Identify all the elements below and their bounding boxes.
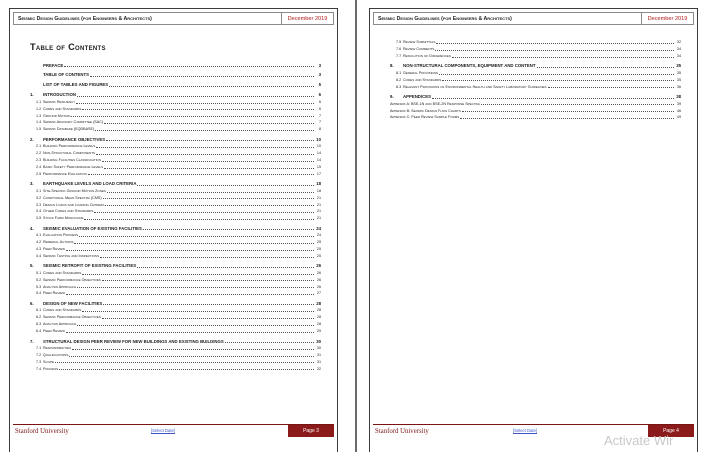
toc-entry-number: 8.1 xyxy=(396,70,402,75)
toc-entry[interactable] xyxy=(390,69,681,76)
toc-entry[interactable] xyxy=(30,118,321,125)
toc-entry-page: 10 xyxy=(316,136,321,142)
toc-entry[interactable] xyxy=(30,214,321,221)
footer-page-number: Page 3 xyxy=(288,425,334,437)
page-gutter xyxy=(355,0,357,452)
toc-leader-dots xyxy=(462,111,674,112)
toc-leader-dots xyxy=(59,369,314,370)
toc-entry[interactable] xyxy=(390,62,681,69)
toc-leader-dots xyxy=(137,185,314,186)
toc-leader-dots xyxy=(77,325,314,326)
toc-entry[interactable] xyxy=(30,135,321,142)
page-footer xyxy=(13,424,334,437)
toc-entry[interactable] xyxy=(30,180,321,187)
toc-entry-number: 2.2 xyxy=(36,151,42,156)
toc-entry[interactable] xyxy=(390,82,681,89)
toc-entry[interactable] xyxy=(30,81,321,88)
toc-entry-page: 24 xyxy=(316,225,321,231)
toc-entry-page: 14 xyxy=(316,151,321,156)
toc-entry-number: 6.4 xyxy=(36,329,42,334)
toc-entry-title: Seismic Performance Objectives xyxy=(43,277,101,282)
toc-entry-title: Review Submittals xyxy=(403,40,436,45)
toc-entry[interactable] xyxy=(30,289,321,296)
toc-leader-dots xyxy=(104,168,314,169)
toc-entry-title: DESIGN OF NEW FACILITIES xyxy=(43,301,103,307)
toc-entry-title: Appendix A: BSE-1N and BSE-2N Response Spectra xyxy=(390,101,480,106)
toc-leader-dots xyxy=(100,257,314,258)
toc-entry-page: 26 xyxy=(316,263,321,269)
toc-entry-page: 35 xyxy=(676,70,681,75)
toc-entry-number: 2.3 xyxy=(36,158,42,163)
toc-entry-number: 5.1 xyxy=(36,270,42,275)
toc-entry-page: 8 xyxy=(318,127,321,132)
toc-leader-dots xyxy=(82,109,314,110)
toc-leader-dots xyxy=(102,161,314,162)
toc-entry[interactable] xyxy=(390,100,681,107)
toc-entry[interactable] xyxy=(30,91,321,98)
toc-leader-dots xyxy=(79,236,314,237)
toc-leader-dots xyxy=(74,243,314,244)
toc-entry-title: Codes and Standards xyxy=(43,106,82,111)
toc-leader-dots xyxy=(460,118,674,119)
toc-leader-dots xyxy=(103,198,314,199)
toc-list xyxy=(30,58,321,371)
toc-entry-page: 21 xyxy=(316,195,321,200)
toc-entry-number: 5.4 xyxy=(36,291,42,296)
toc-entry-page: 3 xyxy=(318,72,321,78)
toc-entry-number: 4.1 xyxy=(36,233,42,238)
toc-leader-dots xyxy=(77,287,314,288)
toc-entry-number: 3.2 xyxy=(36,195,42,200)
document-page-left xyxy=(9,8,338,452)
toc-entry-number: 1.2 xyxy=(36,106,42,111)
toc-entry-page: 28 xyxy=(316,315,321,320)
toc-leader-dots xyxy=(82,274,314,275)
toc-entry-number: 4.4 xyxy=(36,253,42,258)
toc-entry-title: TABLE OF CONTENTS xyxy=(43,72,89,78)
toc-entry[interactable] xyxy=(390,45,681,52)
toc-entry-number: 4. xyxy=(30,225,34,231)
toc-leader-dots xyxy=(436,43,674,44)
footer-page-number: Page 4 xyxy=(648,425,694,437)
toc-entry-page: 28 xyxy=(316,301,321,307)
toc-leader-dots xyxy=(96,147,314,148)
toc-entry-title: Responsibilities xyxy=(43,346,72,351)
toc-entry-page: 46 xyxy=(676,108,681,113)
toc-leader-dots xyxy=(71,116,314,117)
toc-entry[interactable] xyxy=(30,313,321,320)
toc-leader-dots xyxy=(72,349,314,350)
toc-entry-title: Appendix B: Seismic Design Flow Charts xyxy=(390,108,461,113)
toc-leader-dots xyxy=(137,267,314,268)
toc-entry-title: Stock Farm Monocline xyxy=(43,216,84,221)
toc-entry-number: 2.4 xyxy=(36,164,42,169)
toc-entry[interactable] xyxy=(30,238,321,245)
toc-entry-title: NON-STRUCTURAL COMPONENTS, EQUIPMENT AND CONTENT xyxy=(403,63,536,69)
toc-entry-page: 30 xyxy=(316,338,321,344)
toc-heading: Table of Contents xyxy=(30,42,106,52)
toc-entry-number: 3.1 xyxy=(36,188,42,193)
toc-entry-title: Site-Specific Ground Motion Zones xyxy=(43,188,106,193)
toc-entry-number: 6.2 xyxy=(36,315,42,320)
toc-entry-title: Remedial Actions xyxy=(43,240,74,245)
toc-leader-dots xyxy=(66,250,314,251)
toc-entry-page: 35 xyxy=(676,77,681,82)
toc-leader-dots xyxy=(106,140,314,141)
toc-entry-page: 26 xyxy=(316,277,321,282)
toc-entry-page: 10 xyxy=(316,144,321,149)
toc-entry-number: 5.2 xyxy=(36,277,42,282)
toc-entry[interactable] xyxy=(30,71,321,78)
toc-entry-title: LIST OF TABLES AND FIGURES xyxy=(43,82,109,88)
toc-entry-number: 5.3 xyxy=(36,284,42,289)
footer-organization: Stanford University xyxy=(375,427,429,435)
toc-entry[interactable] xyxy=(30,252,321,259)
toc-leader-dots xyxy=(105,205,314,206)
toc-entry-title: Review Comments xyxy=(403,46,435,51)
toc-entry-number: 9. xyxy=(390,94,394,100)
header-title: Seismic Design Guidelines (for Engineers & Architects) xyxy=(378,16,512,22)
footer-organization: Stanford University xyxy=(15,427,69,435)
toc-entry-title: Qualifications xyxy=(43,352,69,357)
toc-entry[interactable] xyxy=(30,111,321,118)
toc-entry[interactable] xyxy=(30,358,321,365)
toc-leader-dots xyxy=(103,304,314,305)
toc-entry-title: Codes and Standards xyxy=(43,308,82,313)
toc-entry-number: 6. xyxy=(30,301,34,307)
toc-entry-number: 7.3 xyxy=(36,359,42,364)
toc-entry-title: Resolution of Differences xyxy=(403,53,451,58)
toc-entry-title: Seismic Advisory Committee (SAC) xyxy=(43,120,104,125)
toc-entry-number: 3.3 xyxy=(36,202,42,207)
toc-entry-page: 6 xyxy=(318,106,321,111)
toc-entry[interactable] xyxy=(30,344,321,351)
toc-entry-page: 6 xyxy=(318,92,321,98)
toc-leader-dots xyxy=(64,66,314,67)
toc-leader-dots xyxy=(107,192,314,193)
toc-leader-dots xyxy=(481,104,674,105)
select-date-link[interactable]: [Select Date] xyxy=(151,428,175,433)
toc-leader-dots xyxy=(90,76,314,77)
toc-entry-number: 2.1 xyxy=(36,144,42,149)
toc-leader-dots xyxy=(435,50,674,51)
toc-entry-number: 1.3 xyxy=(36,113,42,118)
toc-entry-title: Seismic Resiliency xyxy=(43,99,76,104)
toc-entry[interactable] xyxy=(30,105,321,112)
header-date: December 2019 xyxy=(281,13,333,24)
document-page-right xyxy=(369,8,698,452)
toc-entry-title: Basic Safety Performance Levels xyxy=(43,164,104,169)
toc-entry-page: 6 xyxy=(318,99,321,104)
toc-entry[interactable] xyxy=(30,320,321,327)
toc-leader-dots xyxy=(109,86,314,87)
toc-entry-number: 1. xyxy=(30,92,34,98)
toc-entry-number: 1.1 xyxy=(36,99,42,104)
toc-entry-number: 8.3 xyxy=(396,84,402,89)
toc-entry-title: SEISMIC RETROFIT OF EXISTING FACILITIES xyxy=(43,263,137,269)
toc-entry[interactable] xyxy=(30,276,321,283)
toc-entry[interactable] xyxy=(30,224,321,231)
toc-entry-title: Ground Motion xyxy=(43,113,71,118)
toc-entry-page: 24 xyxy=(316,233,321,238)
toc-entry-title: APPENDICES xyxy=(403,94,431,100)
toc-entry-title: Peer Review xyxy=(43,246,65,251)
toc-entry-title: PREFACE xyxy=(43,62,64,68)
toc-entry[interactable] xyxy=(30,245,321,252)
toc-entry-title: Codes and Standards xyxy=(403,77,442,82)
toc-entry-number: 2. xyxy=(30,136,34,142)
toc-leader-dots xyxy=(94,212,314,213)
toc-entry-title: Other Codes and Standards xyxy=(43,209,94,214)
toc-entry-title: STRUCTURAL DESIGN PEER REVIEW FOR NEW BUILDINGS AND EXISTING BUILDINGS xyxy=(43,338,224,344)
toc-entry-page: 3 xyxy=(318,62,321,68)
toc-entry[interactable] xyxy=(30,327,321,334)
toc-entry-number: 7.7 xyxy=(396,53,402,58)
toc-entry-title: Process xyxy=(43,366,59,371)
toc-entry-page: 34 xyxy=(676,53,681,58)
toc-entry-page: 7 xyxy=(318,113,321,118)
toc-entry-title: General Provisions xyxy=(403,70,439,75)
toc-entry[interactable] xyxy=(390,113,681,120)
toc-entry-number: 4.3 xyxy=(36,246,42,251)
toc-leader-dots xyxy=(66,294,314,295)
toc-entry[interactable] xyxy=(30,364,321,371)
toc-leader-dots xyxy=(102,318,314,319)
toc-leader-dots xyxy=(104,123,314,124)
toc-entry-page: 14 xyxy=(316,158,321,163)
toc-entry-page: 21 xyxy=(316,202,321,207)
toc-entry-title: Conditional Mean Spectra (CMS) xyxy=(43,195,102,200)
toc-entry-number: 3. xyxy=(30,181,34,187)
toc-entry-title: Scope xyxy=(43,359,54,364)
select-date-link[interactable]: [Select Date] xyxy=(513,428,537,433)
toc-entry-title: Seismic Testing and Inspections xyxy=(43,253,100,258)
toc-entry-number: 8. xyxy=(390,63,394,69)
toc-leader-dots xyxy=(95,130,314,131)
toc-entry-page: 32 xyxy=(316,366,321,371)
toc-leader-dots xyxy=(96,154,314,155)
toc-entry-title: Non-Structural Components xyxy=(43,151,96,156)
toc-entry-page: 25 xyxy=(316,240,321,245)
toc-entry-page: 7 xyxy=(318,120,321,125)
toc-entry[interactable] xyxy=(30,207,321,214)
toc-entry-title: Analysis Approach xyxy=(43,284,77,289)
toc-leader-dots xyxy=(439,74,674,75)
toc-entry-number: 7.2 xyxy=(36,352,42,357)
toc-leader-dots xyxy=(76,103,314,104)
toc-entry-page: 34 xyxy=(676,46,681,51)
toc-entry-page: 39 xyxy=(676,101,681,106)
toc-entry-page: 35 xyxy=(676,63,681,69)
toc-entry-title: INTRODUCTION xyxy=(43,92,76,98)
toc-entry-title: Building Performance Levels xyxy=(43,144,96,149)
activation-watermark: Activate Wir xyxy=(604,433,674,448)
header-title: Seismic Design Guidelines (for Engineers & Architects) xyxy=(18,16,152,22)
toc-entry-page: 38 xyxy=(676,94,681,100)
toc-entry-page: 15 xyxy=(316,164,321,169)
toc-leader-dots xyxy=(442,80,674,81)
toc-entry-title: Performance Evaluation xyxy=(43,171,87,176)
header-date: December 2019 xyxy=(641,13,693,24)
toc-entry-page: 18 xyxy=(316,181,321,187)
toc-entry[interactable] xyxy=(30,142,321,149)
toc-entry-number: 3.4 xyxy=(36,209,42,214)
toc-entry[interactable] xyxy=(30,300,321,307)
toc-entry-title: SEISMIC EVALUATION OF EXISTING FACILITIES xyxy=(43,225,142,231)
toc-entry[interactable] xyxy=(30,170,321,177)
toc-entry-title: Relevant Provisions of Environmental Health and Safety Laboratory Guidelines xyxy=(403,84,547,89)
toc-entry-number: 8.2 xyxy=(396,77,402,82)
toc-entry[interactable] xyxy=(390,106,681,113)
page-header xyxy=(13,12,334,25)
toc-entry-number: 7. xyxy=(30,338,34,344)
toc-entry-title: Analysis Approach xyxy=(43,322,77,327)
toc-leader-dots xyxy=(537,67,675,68)
toc-entry[interactable] xyxy=(390,93,681,100)
toc-entry-title: Evaluation Process xyxy=(43,233,79,238)
toc-entry-number: 7.5 xyxy=(396,40,402,45)
toc-entry[interactable] xyxy=(30,61,321,68)
toc-leader-dots xyxy=(84,219,314,220)
toc-entry-page: 36 xyxy=(676,84,681,89)
toc-entry-number: 1.5 xyxy=(36,127,42,132)
toc-entry[interactable] xyxy=(30,269,321,276)
toc-entry-number: 5. xyxy=(30,263,34,269)
toc-leader-dots xyxy=(55,362,314,363)
toc-entry-page: 49 xyxy=(676,115,681,120)
toc-entry-page: 17 xyxy=(316,171,321,176)
toc-entry[interactable] xyxy=(30,351,321,358)
toc-entry-page: 26 xyxy=(316,284,321,289)
toc-entry[interactable] xyxy=(30,163,321,170)
toc-entry-page: 29 xyxy=(316,329,321,334)
toc-entry-title: Appendix C: Peer Review Sample Forms xyxy=(390,115,460,120)
toc-entry-page: 31 xyxy=(316,359,321,364)
toc-entry-page: 31 xyxy=(316,352,321,357)
toc-entry-title: Seismic Performance Objectives xyxy=(43,315,101,320)
toc-entry-number: 7.6 xyxy=(396,46,402,51)
toc-entry-page: 25 xyxy=(316,253,321,258)
toc-leader-dots xyxy=(66,332,314,333)
toc-entry[interactable] xyxy=(390,52,681,59)
toc-entry-title: Building Facilities Classification xyxy=(43,158,102,163)
toc-entry[interactable] xyxy=(30,262,321,269)
toc-entry-page: 25 xyxy=(316,246,321,251)
toc-entry[interactable] xyxy=(30,194,321,201)
toc-entry-number: 7.1 xyxy=(36,346,42,351)
toc-leader-dots xyxy=(88,174,314,175)
toc-entry-title: Seismic Database (EQDBASE) xyxy=(43,127,95,132)
toc-leader-dots xyxy=(432,98,674,99)
toc-entry-page: 28 xyxy=(316,308,321,313)
toc-entry-number: 2.5 xyxy=(36,171,42,176)
toc-leader-dots xyxy=(102,280,314,281)
toc-entry-title: Codes and Standards xyxy=(43,270,82,275)
toc-entry[interactable] xyxy=(30,187,321,194)
toc-entry-number: 3.5 xyxy=(36,216,42,221)
toc-entry[interactable] xyxy=(30,156,321,163)
toc-leader-dots xyxy=(452,57,674,58)
toc-entry-page: 32 xyxy=(676,40,681,45)
toc-entry[interactable] xyxy=(30,125,321,132)
toc-entry[interactable] xyxy=(30,98,321,105)
toc-entry-page: 27 xyxy=(316,291,321,296)
toc-entry-page: 18 xyxy=(316,188,321,193)
toc-entry[interactable] xyxy=(390,76,681,83)
toc-entry-page: 5 xyxy=(318,82,321,88)
toc-entry-title: PERFORMANCE OBJECTIVES xyxy=(43,136,106,142)
toc-entry[interactable] xyxy=(30,306,321,313)
toc-leader-dots xyxy=(77,96,314,97)
toc-entry[interactable] xyxy=(30,149,321,156)
toc-entry[interactable] xyxy=(30,200,321,207)
toc-entry-number: 1.4 xyxy=(36,120,42,125)
toc-entry-number: 6.1 xyxy=(36,308,42,313)
page-header xyxy=(373,12,694,25)
toc-entry-title: EARTHQUAKE LEVELS AND LOAD CRITERIA xyxy=(43,181,137,187)
toc-leader-dots xyxy=(548,87,674,88)
toc-entry-number: 7.4 xyxy=(36,366,42,371)
toc-list xyxy=(390,38,681,120)
toc-entry-title: Design Loads and Loading Criteria xyxy=(43,202,105,207)
toc-leader-dots xyxy=(225,342,314,343)
toc-entry-page: 26 xyxy=(316,270,321,275)
toc-entry-page: 21 xyxy=(316,216,321,221)
toc-entry-page: 30 xyxy=(316,346,321,351)
toc-entry-title: Peer Review xyxy=(43,291,65,296)
toc-entry-number: 6.3 xyxy=(36,322,42,327)
toc-entry[interactable] xyxy=(30,231,321,238)
toc-leader-dots xyxy=(143,229,314,230)
toc-entry-title: Peer Review xyxy=(43,329,65,334)
toc-leader-dots xyxy=(69,356,314,357)
toc-leader-dots xyxy=(82,311,314,312)
toc-entry-page: 21 xyxy=(316,209,321,214)
toc-entry[interactable] xyxy=(30,282,321,289)
toc-entry[interactable] xyxy=(390,38,681,45)
toc-entry-number: 4.2 xyxy=(36,240,42,245)
toc-entry-page: 28 xyxy=(316,322,321,327)
toc-entry[interactable] xyxy=(30,337,321,344)
